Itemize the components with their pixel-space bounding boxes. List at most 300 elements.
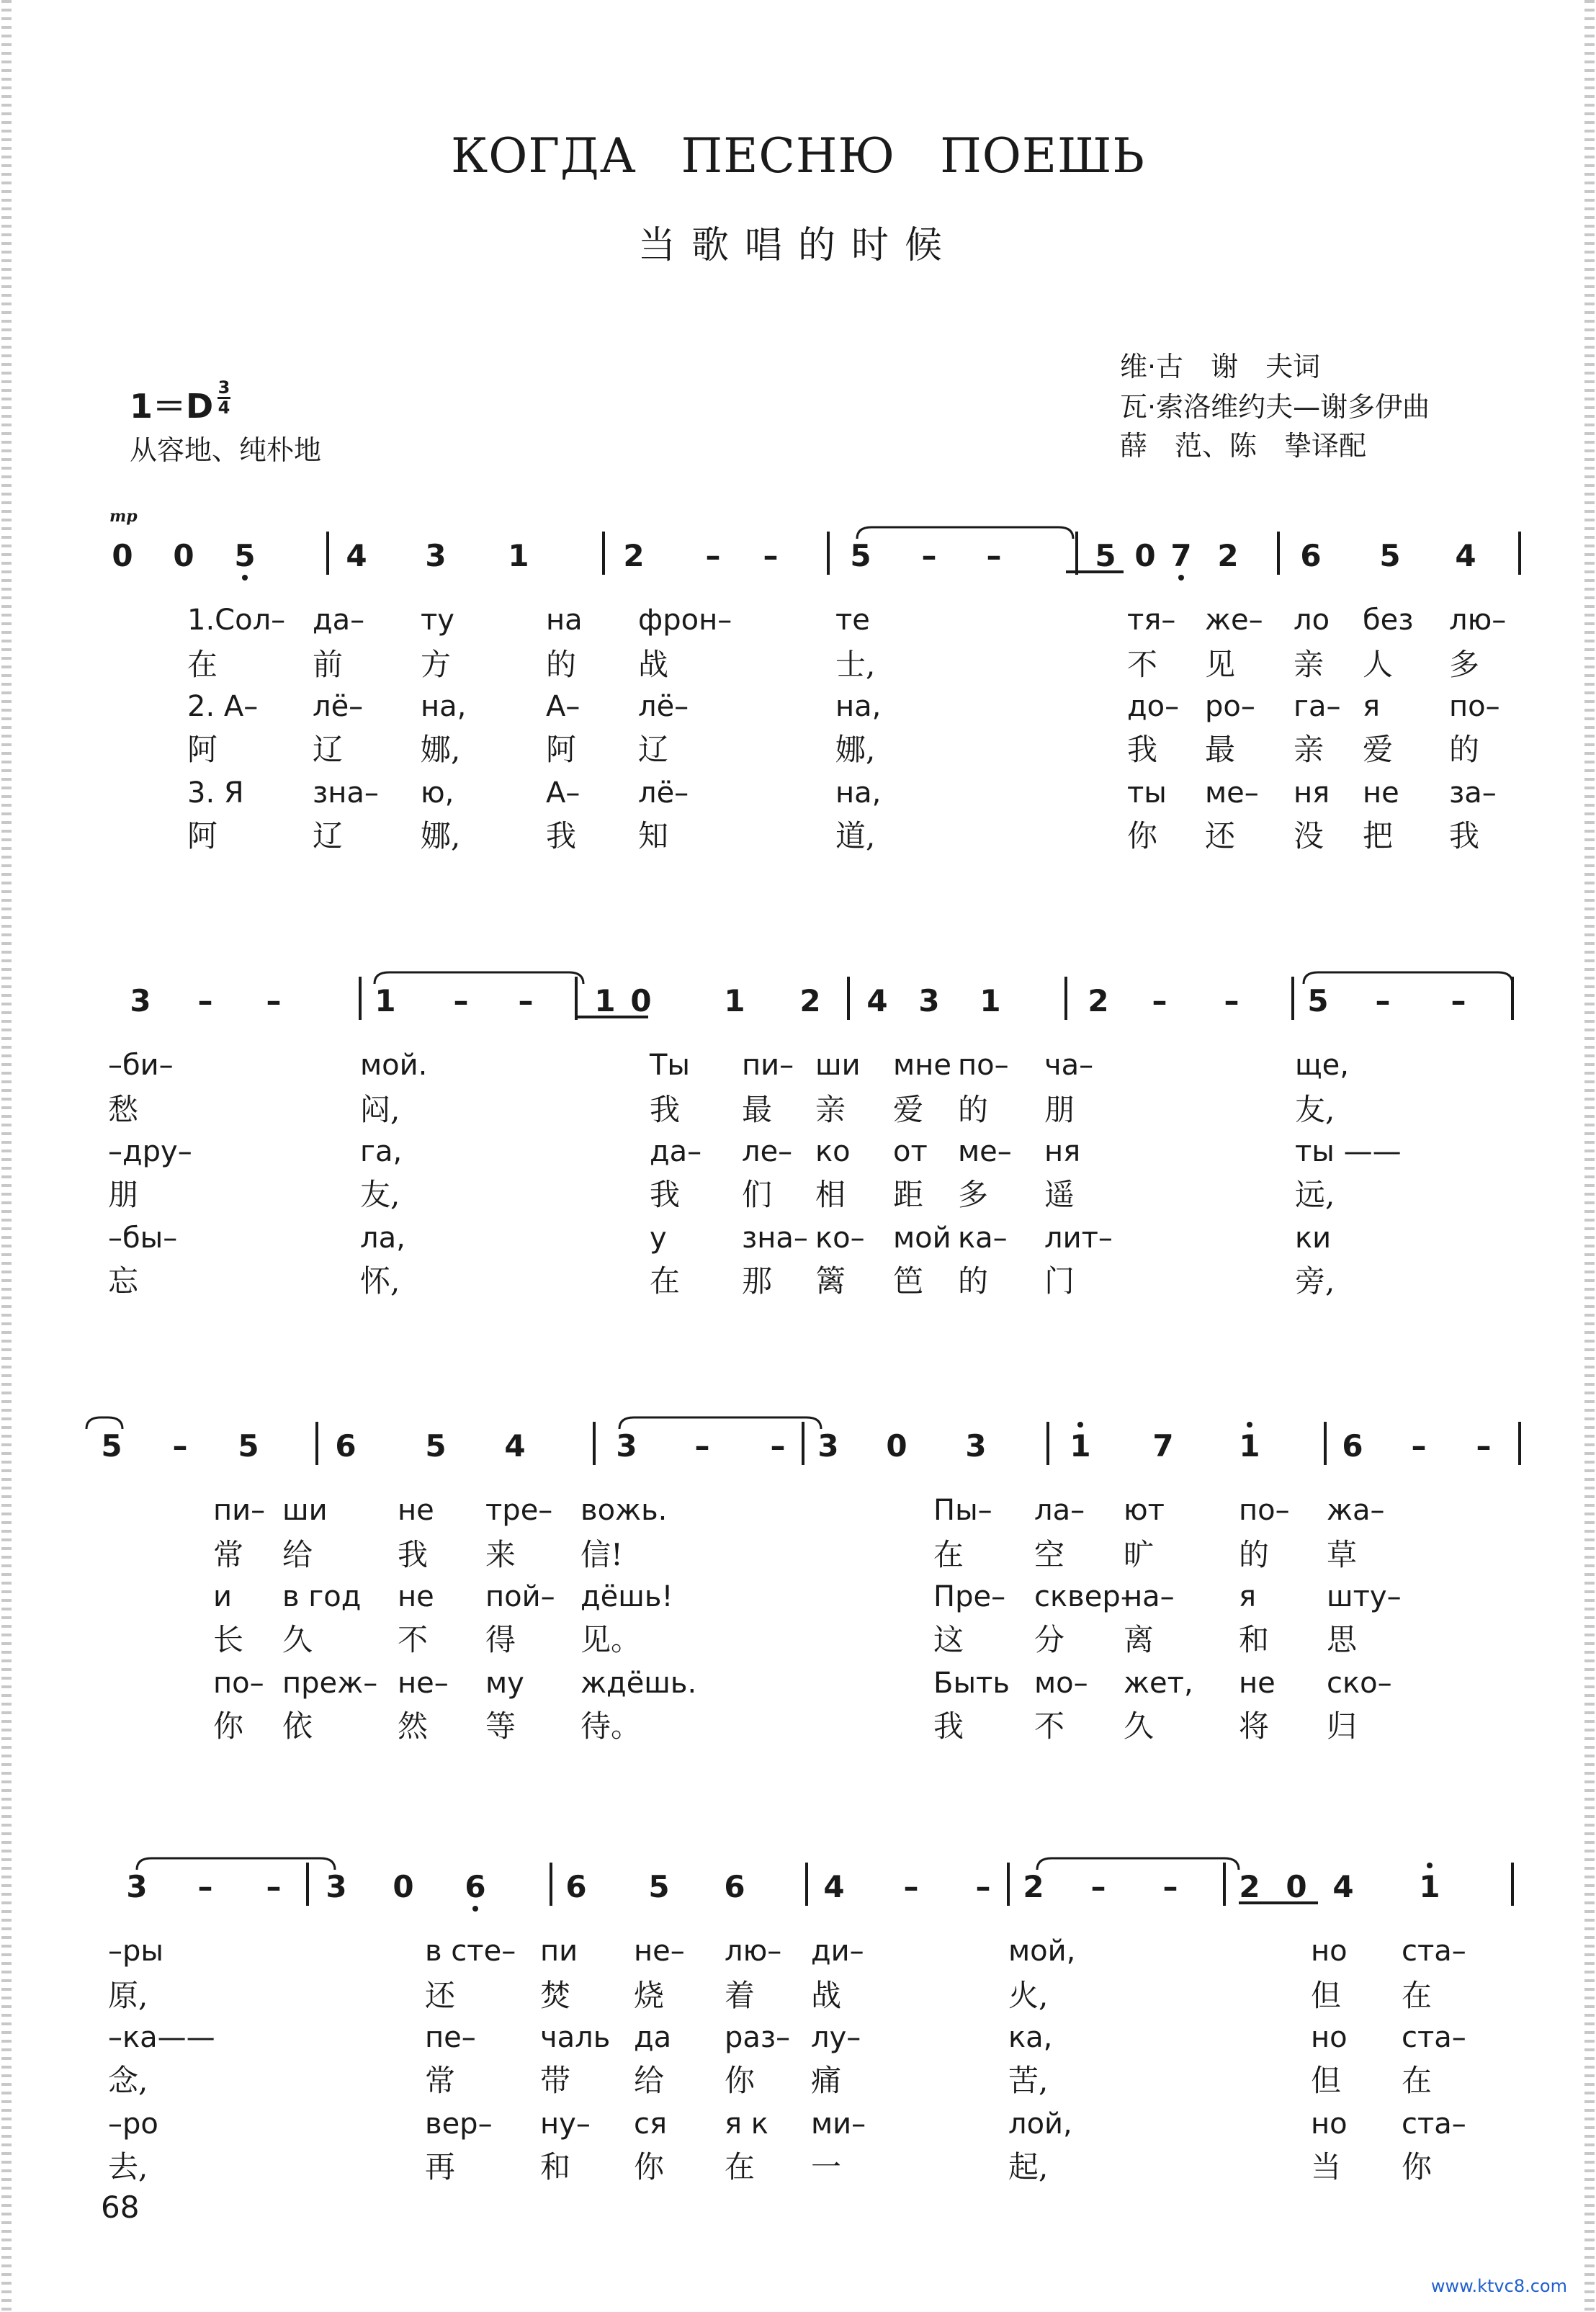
note: 0	[112, 538, 133, 573]
lyric-syllable: ют	[1124, 1494, 1165, 1527]
lyric-syllable: 还	[1205, 818, 1236, 853]
lyric-syllable: 在	[187, 647, 218, 682]
notation-line	[0, 526, 1596, 583]
lyric-syllable: 待。	[580, 1708, 642, 1744]
lyric-syllable: 常	[425, 2063, 456, 2098]
lyric-syllable: 然	[398, 1708, 429, 1744]
lyric-syllable: 朋	[108, 1177, 139, 1212]
tie-arc	[86, 1417, 122, 1429]
lyric-syllable: лит–	[1044, 1222, 1113, 1255]
lyric-syllable: ши	[815, 1049, 861, 1082]
lyric-syllable: 当	[1311, 2149, 1342, 2185]
lyric-syllable: лё–	[638, 776, 689, 810]
lyric-syllable: 等	[485, 1708, 516, 1744]
lyric-syllable: 你	[725, 2063, 756, 2098]
note: 0	[393, 1869, 414, 1904]
lyric-syllable: ме–	[1205, 776, 1259, 810]
lyric-syllable: мо–	[1034, 1667, 1088, 1700]
lyric-syllable: 分	[1034, 1622, 1065, 1657]
note: 2	[799, 983, 821, 1018]
time-signature-numerator: 3	[218, 377, 230, 398]
lyric-syllable: Пы–	[933, 1494, 992, 1527]
high-octave-dot	[1247, 1422, 1252, 1428]
note: 6	[335, 1428, 357, 1464]
lyric-syllable: 的	[958, 1263, 989, 1299]
lyric-syllable: 在	[1402, 1978, 1433, 2013]
tie-arc	[137, 1858, 335, 1870]
note: 1	[1239, 1428, 1260, 1464]
lyric-syllable: 前	[313, 647, 344, 682]
lyric-syllable: 我	[1449, 818, 1480, 853]
note: –	[1090, 1869, 1106, 1904]
lyric-syllable: 友,	[1295, 1092, 1335, 1127]
watermark: www.ktvc8.com	[1430, 2276, 1567, 2296]
lyric-syllable: А–	[546, 776, 580, 810]
lyric-syllable: ка,	[1008, 2021, 1053, 2054]
lyric-line-russian	[0, 1135, 1596, 1171]
note: 7	[1152, 1428, 1174, 1464]
lyric-syllable: 长	[213, 1622, 244, 1657]
lyric-syllable: 草	[1327, 1537, 1358, 1572]
lyric-syllable: ще,	[1295, 1049, 1349, 1082]
tempo-marking: 从容地、纯朴地	[130, 434, 322, 466]
tie-arc	[375, 972, 583, 984]
lyric-syllable: 辽	[313, 732, 344, 767]
lyric-line-russian	[0, 2021, 1596, 2057]
lyric-syllable: без	[1363, 604, 1414, 637]
lyric-syllable: пе–	[425, 2021, 476, 2054]
note: –	[518, 983, 534, 1018]
low-octave-dot	[1178, 575, 1184, 581]
note: 6	[1300, 538, 1322, 573]
lyric-syllable: 旷	[1124, 1537, 1155, 1572]
lyric-syllable: до–	[1127, 690, 1180, 723]
lyric-syllable: –би–	[108, 1049, 174, 1082]
low-octave-dot	[472, 1906, 478, 1912]
lyric-line-chinese	[0, 1703, 1596, 1744]
lyric-syllable: вожь.	[580, 1494, 668, 1527]
note: 0	[886, 1428, 907, 1464]
lyric-syllable: 火,	[1008, 1978, 1049, 2013]
lyric-syllable: –дру–	[108, 1135, 192, 1168]
music-system-2	[0, 971, 1596, 1309]
note: 0	[630, 983, 652, 1018]
lyric-syllable: сквер–	[1034, 1580, 1135, 1613]
tie-arc	[857, 527, 1073, 539]
lyric-syllable: 娜,	[421, 818, 461, 853]
note: 1	[508, 538, 529, 573]
note: 6	[724, 1869, 745, 1904]
lyric-syllable: 我	[933, 1708, 964, 1744]
lyric-syllable: 我	[546, 818, 577, 853]
note: 1	[979, 983, 1001, 1018]
lyric-line-chinese	[0, 641, 1596, 682]
lyric-syllable: 的	[958, 1092, 989, 1127]
lyric-syllable: 远,	[1295, 1177, 1335, 1212]
lyric-syllable: –ка——	[108, 2021, 215, 2054]
lyric-syllable: 阿	[187, 732, 218, 767]
lyric-syllable: но	[1311, 1935, 1348, 1968]
lyric-syllable: ши	[282, 1494, 328, 1527]
lyric-line-russian	[0, 2107, 1596, 2143]
lyric-syllable: ту	[421, 604, 454, 637]
lyric-syllable: ня	[1044, 1135, 1081, 1168]
lyric-syllable: чаль	[540, 2021, 611, 2054]
lyric-syllable: ну–	[540, 2107, 591, 2141]
lyric-syllable: 起,	[1008, 2149, 1049, 2185]
lyric-syllable: 在	[933, 1537, 964, 1572]
time-signature	[218, 379, 230, 416]
lyric-syllable: 娜,	[421, 732, 461, 767]
lyric-syllable: да	[634, 2021, 672, 2054]
note: 3	[616, 1428, 637, 1464]
lyric-syllable: мой	[893, 1222, 951, 1255]
note: –	[197, 1869, 213, 1904]
note: –	[1375, 983, 1391, 1018]
lyric-syllable: 爱	[893, 1092, 924, 1127]
lyric-syllable: 烧	[634, 1978, 665, 2013]
lyric-syllable: 空	[1034, 1537, 1065, 1572]
lyric-syllable: ла,	[360, 1222, 405, 1255]
lyric-syllable: –бы–	[108, 1222, 178, 1255]
lyric-syllable: ло	[1294, 604, 1330, 637]
note: 2	[1217, 538, 1239, 573]
lyric-line-chinese	[0, 1616, 1596, 1657]
lyric-syllable: 辽	[638, 732, 669, 767]
lyric-syllable: 朋	[1044, 1092, 1075, 1127]
lyric-syllable: ко–	[815, 1222, 865, 1255]
note: –	[694, 1428, 710, 1464]
lyric-syllable: 得	[485, 1622, 516, 1657]
note: 1	[1070, 1428, 1091, 1464]
lyric-syllable: 最	[742, 1092, 773, 1127]
lyric-syllable: в год	[282, 1580, 362, 1613]
lyric-line-russian	[0, 1494, 1596, 1530]
lyric-syllable: 你	[213, 1708, 244, 1744]
note: 3	[817, 1428, 839, 1464]
note: –	[1162, 1869, 1178, 1904]
note: 4	[866, 983, 888, 1018]
notation-line	[0, 1857, 1596, 1914]
lyric-syllable: ты ——	[1295, 1135, 1402, 1168]
lyric-syllable: 的	[546, 647, 577, 682]
lyric-syllable: на,	[835, 690, 882, 723]
note: –	[266, 983, 282, 1018]
lyric-syllable: Быть	[933, 1667, 1010, 1700]
lyric-syllable: 怀,	[360, 1263, 400, 1299]
lyric-syllable: 带	[540, 2063, 571, 2098]
note: 5	[234, 538, 256, 573]
lyric-syllable: на,	[835, 776, 882, 810]
lyric-syllable: я	[1363, 690, 1381, 723]
lyric-syllable: 的	[1239, 1537, 1270, 1572]
lyric-syllable: 距	[893, 1177, 924, 1212]
lyric-syllable: ждёшь.	[580, 1667, 697, 1700]
lyric-syllable: 遥	[1044, 1177, 1075, 1212]
tie-arc	[1304, 972, 1512, 984]
lyric-syllable: 痛	[811, 2063, 842, 2098]
lyric-syllable: ча–	[1044, 1049, 1094, 1082]
lyric-line-russian	[0, 1667, 1596, 1703]
lyric-line-russian	[0, 604, 1596, 640]
lyric-syllable: 篱	[815, 1263, 846, 1299]
lyric-syllable: 闷,	[360, 1092, 400, 1127]
lyric-syllable: ро–	[1205, 690, 1255, 723]
credit-lyricist: 维·古 谢 夫词	[1120, 351, 1321, 382]
lyric-syllable: –ры	[108, 1935, 163, 1968]
lyric-syllable: ста–	[1402, 2107, 1466, 2141]
note: 5	[648, 1869, 670, 1904]
lyric-line-russian	[0, 1580, 1596, 1616]
lyric-syllable: у	[650, 1222, 667, 1255]
note: 4	[823, 1869, 845, 1904]
lyric-syllable: не	[1363, 776, 1399, 810]
note: 1	[375, 983, 396, 1018]
note: 5	[1095, 538, 1116, 573]
lyric-line-russian	[0, 1935, 1596, 1971]
lyric-syllable: на,	[421, 690, 467, 723]
lyric-syllable: ско–	[1327, 1667, 1392, 1700]
lyric-syllable: 在	[650, 1263, 681, 1299]
note: 5	[101, 1428, 122, 1464]
note: 0	[1134, 538, 1156, 573]
lyric-syllable: тре–	[485, 1494, 553, 1527]
lyric-syllable: по–	[1239, 1494, 1290, 1527]
lyric-syllable: и	[213, 1580, 232, 1613]
lyric-line-chinese	[0, 1171, 1596, 1212]
lyric-syllable: 娜,	[835, 732, 876, 767]
tie-arc	[1037, 1858, 1239, 1870]
lyric-syllable: по–	[213, 1667, 264, 1700]
note: 5	[1307, 983, 1329, 1018]
note: –	[903, 1869, 919, 1904]
lyric-syllable: в сте–	[425, 1935, 516, 1968]
lyric-syllable: лю–	[1449, 604, 1507, 637]
lyric-syllable: мой,	[1008, 1935, 1076, 1968]
lyric-syllable: 战	[811, 1978, 842, 2013]
lyric-syllable: дёшь!	[580, 1580, 673, 1613]
note: –	[921, 538, 937, 573]
lyric-syllable: лю–	[725, 1935, 782, 1968]
lyric-line-chinese	[0, 1531, 1596, 1572]
lyric-line-chinese	[0, 2057, 1596, 2098]
lyric-syllable: от	[893, 1135, 928, 1168]
lyric-line-chinese	[0, 1258, 1596, 1299]
note: 5	[850, 538, 871, 573]
music-system-1	[0, 526, 1596, 864]
lyric-syllable: 见。	[580, 1622, 642, 1657]
lyric-syllable: да–	[650, 1135, 702, 1168]
lyric-syllable: 旁,	[1295, 1263, 1335, 1299]
note: –	[1451, 983, 1466, 1018]
lyric-syllable: 苦,	[1008, 2063, 1049, 2098]
note: 3	[918, 983, 940, 1018]
lyric-syllable: 常	[213, 1537, 244, 1572]
lyric-syllable: не	[398, 1494, 434, 1527]
high-octave-dot	[1077, 1422, 1083, 1428]
notation-line	[0, 971, 1596, 1029]
lyric-syllable: 愁	[108, 1092, 139, 1127]
lyric-syllable: 思	[1327, 1622, 1358, 1657]
lyric-syllable: 你	[634, 2149, 665, 2185]
note: 1	[594, 983, 616, 1018]
note: 2	[1239, 1869, 1260, 1904]
lyric-syllable: мне	[893, 1049, 951, 1082]
lyric-syllable: ме–	[958, 1135, 1012, 1168]
lyric-syllable: 方	[421, 647, 452, 682]
lyric-syllable: 久	[1124, 1708, 1155, 1744]
note: –	[1476, 1428, 1492, 1464]
lyric-syllable: раз–	[725, 2021, 791, 2054]
lyric-syllable: 我	[650, 1177, 681, 1212]
lyric-syllable: 依	[282, 1708, 313, 1744]
lyric-syllable: преж–	[282, 1667, 378, 1700]
lyric-syllable: ми–	[811, 2107, 866, 2141]
key-signature: 1＝D	[130, 387, 214, 426]
lyric-syllable: –ро	[108, 2107, 158, 2141]
note: 3	[425, 538, 447, 573]
lyric-syllable: 忘	[108, 1263, 139, 1299]
lyric-syllable: 2. А–	[187, 690, 259, 723]
lyric-syllable: по–	[958, 1049, 1009, 1082]
title-chinese: 当歌唱的时候	[637, 224, 958, 267]
note: 3	[126, 1869, 148, 1904]
lyric-syllable: 3. Я	[187, 776, 244, 810]
credit-composer: 瓦·索洛维约夫—谢多伊曲	[1120, 391, 1430, 423]
lyric-line-russian	[0, 1049, 1596, 1085]
lyric-syllable: 我	[650, 1092, 681, 1127]
note: 5	[238, 1428, 259, 1464]
note: –	[1224, 983, 1239, 1018]
music-system-4	[0, 1857, 1596, 2195]
lyric-syllable: 但	[1311, 1978, 1342, 2013]
lyric-line-russian	[0, 776, 1596, 812]
lyric-syllable: шту–	[1327, 1580, 1402, 1613]
lyric-syllable: 和	[1239, 1622, 1270, 1657]
note: 4	[1455, 538, 1476, 573]
note: 5	[1379, 538, 1401, 573]
lyric-syllable: 见	[1205, 647, 1236, 682]
lyric-syllable: 但	[1311, 2063, 1342, 2098]
lyric-syllable: 我	[1127, 732, 1158, 767]
lyric-syllable: 你	[1402, 2149, 1433, 2185]
lyric-line-chinese	[0, 726, 1596, 767]
lyric-syllable: 还	[425, 1978, 456, 2013]
lyric-syllable: 阿	[187, 818, 218, 853]
lyric-syllable: ся	[634, 2107, 668, 2141]
lyric-syllable: жа–	[1327, 1494, 1385, 1527]
lyric-syllable: ки	[1295, 1222, 1332, 1255]
lyric-syllable: га–	[1294, 690, 1341, 723]
lyric-syllable: 的	[1449, 732, 1480, 767]
lyric-syllable: 给	[282, 1537, 313, 1572]
lyric-syllable: ле–	[742, 1135, 793, 1168]
note: 3	[326, 1869, 347, 1904]
lyric-syllable: 那	[742, 1263, 773, 1299]
lyric-syllable: 着	[725, 1978, 756, 2013]
lyric-syllable: ня	[1294, 776, 1330, 810]
lyric-syllable: 多	[1449, 647, 1480, 682]
lyric-syllable: 阿	[546, 732, 577, 767]
lyric-syllable: 亲	[1294, 732, 1324, 767]
lyric-syllable: 没	[1294, 818, 1324, 853]
lyric-syllable: на	[546, 604, 583, 637]
lyric-syllable: я к	[725, 2107, 768, 2141]
lyric-syllable: 多	[958, 1177, 989, 1212]
note: 3	[130, 983, 151, 1018]
lyric-syllable: 爱	[1363, 732, 1394, 767]
lyric-syllable: 再	[425, 2149, 456, 2185]
lyric-syllable: 笆	[893, 1263, 924, 1299]
lyric-syllable: пи–	[742, 1049, 794, 1082]
low-octave-dot	[242, 575, 248, 581]
lyric-syllable: ди–	[811, 1935, 864, 1968]
lyric-syllable: 最	[1205, 732, 1236, 767]
lyric-syllable: 这	[933, 1622, 964, 1657]
note: 6	[1342, 1428, 1363, 1464]
note: –	[975, 1869, 991, 1904]
lyric-line-chinese	[0, 1972, 1596, 2013]
lyric-syllable: 焚	[540, 1978, 571, 2013]
note: 6	[565, 1869, 587, 1904]
tie-arc	[619, 1417, 821, 1429]
lyric-syllable: фрон–	[638, 604, 732, 637]
note: 3	[965, 1428, 987, 1464]
lyric-syllable: жет,	[1124, 1667, 1193, 1700]
lyric-syllable: ты	[1127, 776, 1167, 810]
note: 4	[346, 538, 367, 573]
note: 7	[1170, 538, 1192, 573]
note: –	[453, 983, 469, 1018]
lyric-syllable: тя–	[1127, 604, 1176, 637]
lyric-syllable: по–	[1449, 690, 1500, 723]
lyric-syllable: не–	[634, 1935, 685, 1968]
lyric-syllable: же–	[1205, 604, 1263, 637]
note: 2	[1023, 1869, 1044, 1904]
lyric-syllable: 和	[540, 2149, 571, 2185]
lyric-syllable: пи	[540, 1935, 578, 1968]
lyric-syllable: га,	[360, 1135, 403, 1168]
lyric-syllable: лу–	[811, 2021, 861, 2054]
dynamic-marking: mp	[109, 507, 138, 526]
note: –	[705, 538, 721, 573]
lyric-syllable: 来	[485, 1537, 516, 1572]
lyric-syllable: 在	[725, 2149, 756, 2185]
lyric-syllable: 给	[634, 2063, 665, 2098]
lyric-line-chinese	[0, 1086, 1596, 1127]
lyric-syllable: 不	[1034, 1708, 1065, 1744]
lyric-syllable: мой.	[360, 1049, 428, 1082]
time-signature-denominator: 4	[218, 398, 230, 418]
lyric-syllable: лой,	[1008, 2107, 1072, 2141]
lyric-syllable: 去,	[108, 2149, 148, 2185]
lyric-syllable: вер–	[425, 2107, 493, 2141]
note: 2	[1088, 983, 1109, 1018]
lyric-syllable: те	[835, 604, 870, 637]
note: –	[172, 1428, 188, 1464]
note: –	[1411, 1428, 1427, 1464]
lyric-syllable: 不	[398, 1622, 429, 1657]
lyric-line-chinese	[0, 812, 1596, 853]
note: 4	[1332, 1869, 1354, 1904]
lyric-syllable: 归	[1327, 1708, 1358, 1744]
lyric-syllable: но	[1311, 2107, 1348, 2141]
note: 2	[623, 538, 645, 573]
lyric-syllable: ста–	[1402, 1935, 1466, 1968]
lyric-syllable: не–	[398, 1667, 449, 1700]
lyric-syllable: 相	[815, 1177, 846, 1212]
lyric-line-russian	[0, 690, 1596, 726]
